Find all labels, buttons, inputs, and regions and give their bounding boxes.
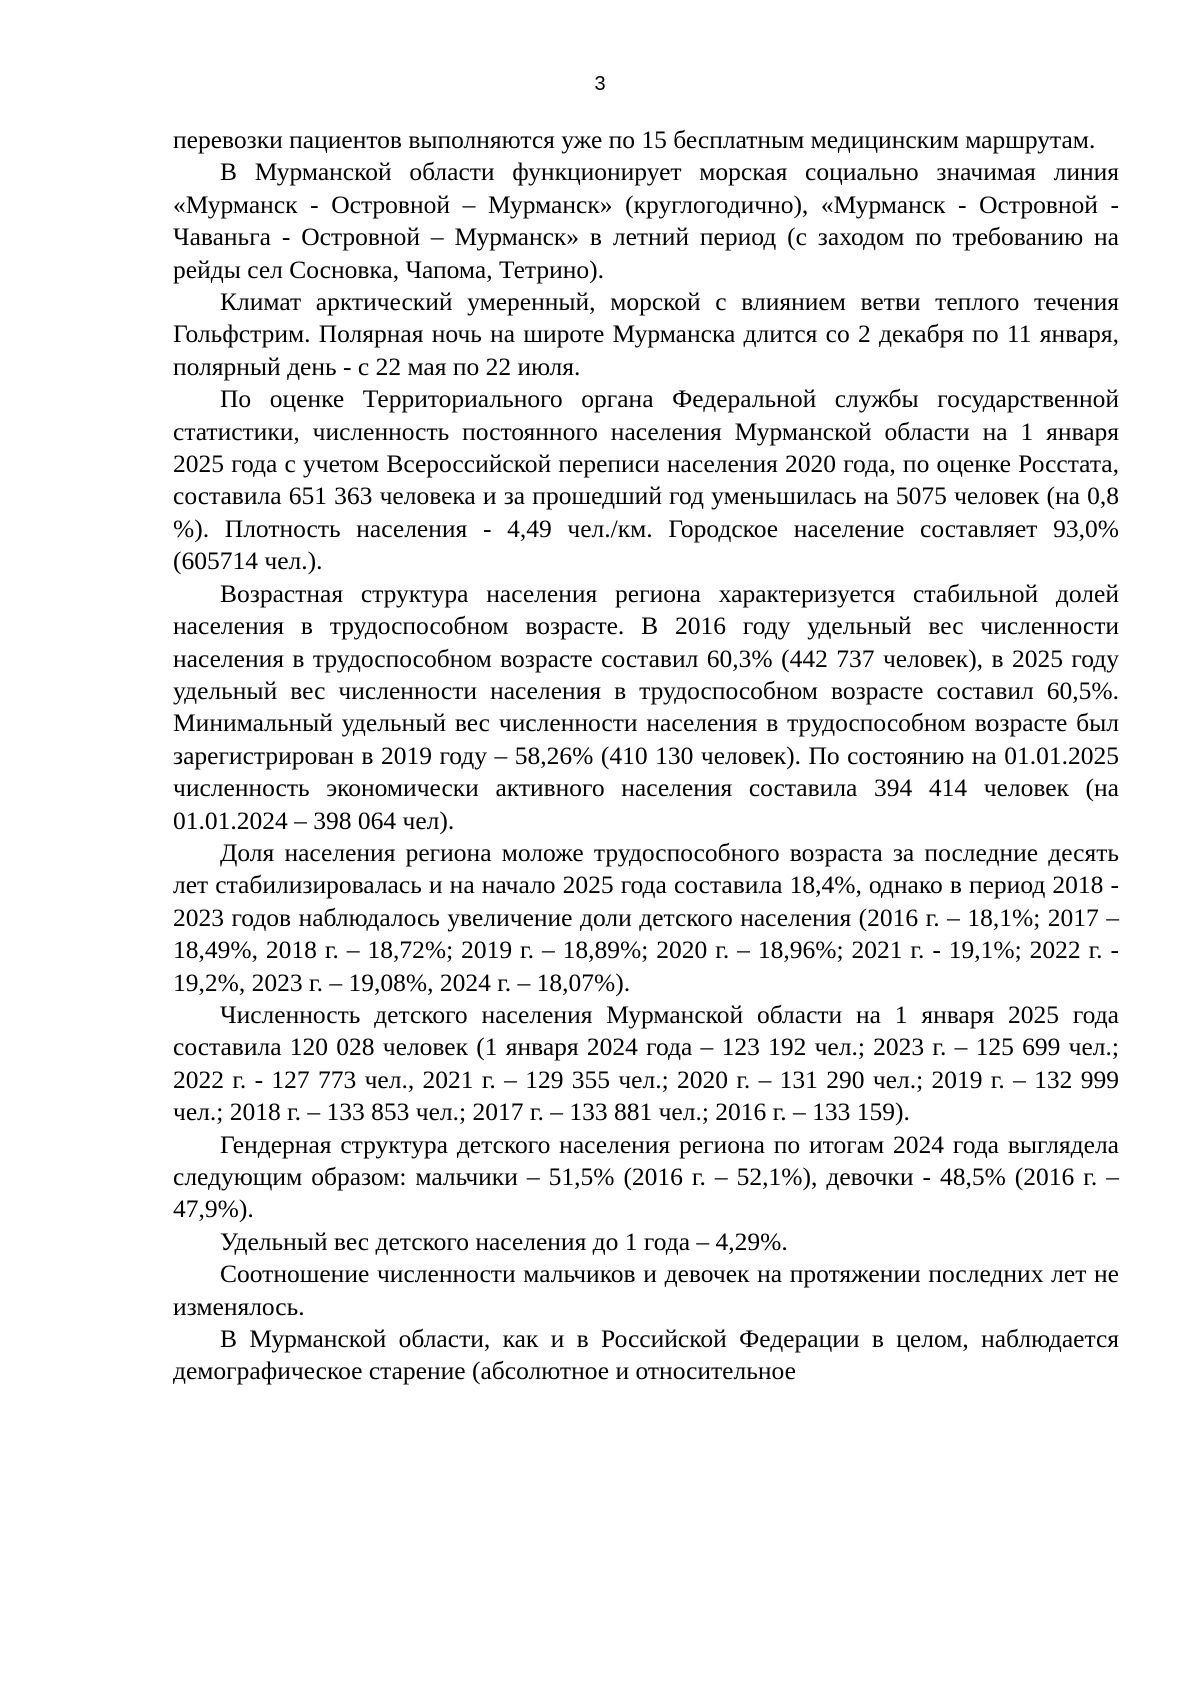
paragraph-child-count: Численность детского населения Мурманской области на 1 января 2025 года составила 120 028 человек (1 января 2024 года – 123 192 чел.; 2023 г. – 125 699 чел.; 2022 г. - 127 773 чел., 2021 г. – 129 355 чел.; 2020 г. – 131 290 чел.; 2019 г. – 132 999 чел.; 2018 г. – 133 853 чел.; 2017 г. – 133 881 чел.; 2016 г. – 133 159). — [173, 999, 1119, 1127]
page-number: 3 — [594, 73, 606, 95]
paragraph-transport-routes: перевозки пациентов выполняются уже по 15 бесплатным медицинским маршрутам. — [173, 125, 1096, 154]
paragraph-sea-line: В Мурманской области функционирует морская социально значимая линия «Мурманск - Островной – Мурманск» (круглогодично), «Мурманск - Островной - Чаваньга - Островной – Мурманск» в летний период (с заходом по требованию на рейды сел Сосновка, Чапома, Тетрино). — [173, 157, 1119, 284]
paragraph-climate: Климат арктический умеренный, морской с влиянием ветви теплого течения Гольфстрим. Полярная ночь на широте Мурманска длится со 2 декабря по 11 января, полярный день - с 22 мая по 22 июля. — [173, 287, 1119, 381]
paragraph-age-structure: Возрастная структура населения региона характеризуется стабильной долей населения в трудоспособном возрасте. В 2016 году удельный вес численности населения в трудоспособном возрасте составил 60,3% (442 737 человек), в 2025 году удельный вес численности населения в трудоспособном возрасте составил 60,5%. Минимальный удельный вес численности населения в трудоспособном возрасте был зарегистрирован в 2019 году – 58,26% (410 130 человек). По состоянию на 01.01.2025 численность экономически активного населения составила 394 414 человек (на 01.01.2024 – 398 064 чел). — [173, 578, 1119, 835]
paragraph-gender-structure: Гендерная структура детского населения региона по итогам 2024 года выглядела следующим образом: мальчики – 51,5% (2016 г. – 52,1%), девочки - 48,5% (2016 г. – 47,9%). — [173, 1129, 1119, 1224]
paragraph-young-share: Доля населения региона моложе трудоспособного возраста за последние десять лет стабилизировалась и на начало 2025 года составила 18,4%, однако в период 2018 - 2023 годов наблюдалось увеличение доли детского населения (2016 г. – 18,1%; 2017 – 18,49%, 2018 г. – 18,72%; 2019 г. – 18,89%; 2020 г. – 18,96%; 2021 г. - 19,1%; 2022 г. - 19,2%, 2023 г. – 19,08%, 2024 г. – 18,07%). — [173, 837, 1119, 997]
paragraph-infant-share: Удельный вес детского населения до 1 года – 4,29%. — [220, 1226, 788, 1256]
paragraph-population: По оценке Территориального органа Федеральной службы государственной статистики, численность постоянного населения Мурманской области на 1 января 2025 года с учетом Всероссийской переписи населения 2020 года, по оценке Росстата, составила 651 363 человека и за прошедший год уменьшилась на 5075 человек (на 0,8 %). Плотность населения - 4,49 чел./км. Городское население составляет 93,0% (605714 чел.). — [173, 384, 1119, 576]
paragraph-aging: В Мурманской области, как и в Российской Федерации в целом, наблюдается демографическое старение (абсолютное и относительное — [173, 1324, 1119, 1386]
document-body — [173, 124, 1119, 1388]
paragraph-gender-ratio: Соотношение численности мальчиков и девочек на протяжении последних лет не изменялось. — [173, 1259, 1119, 1321]
